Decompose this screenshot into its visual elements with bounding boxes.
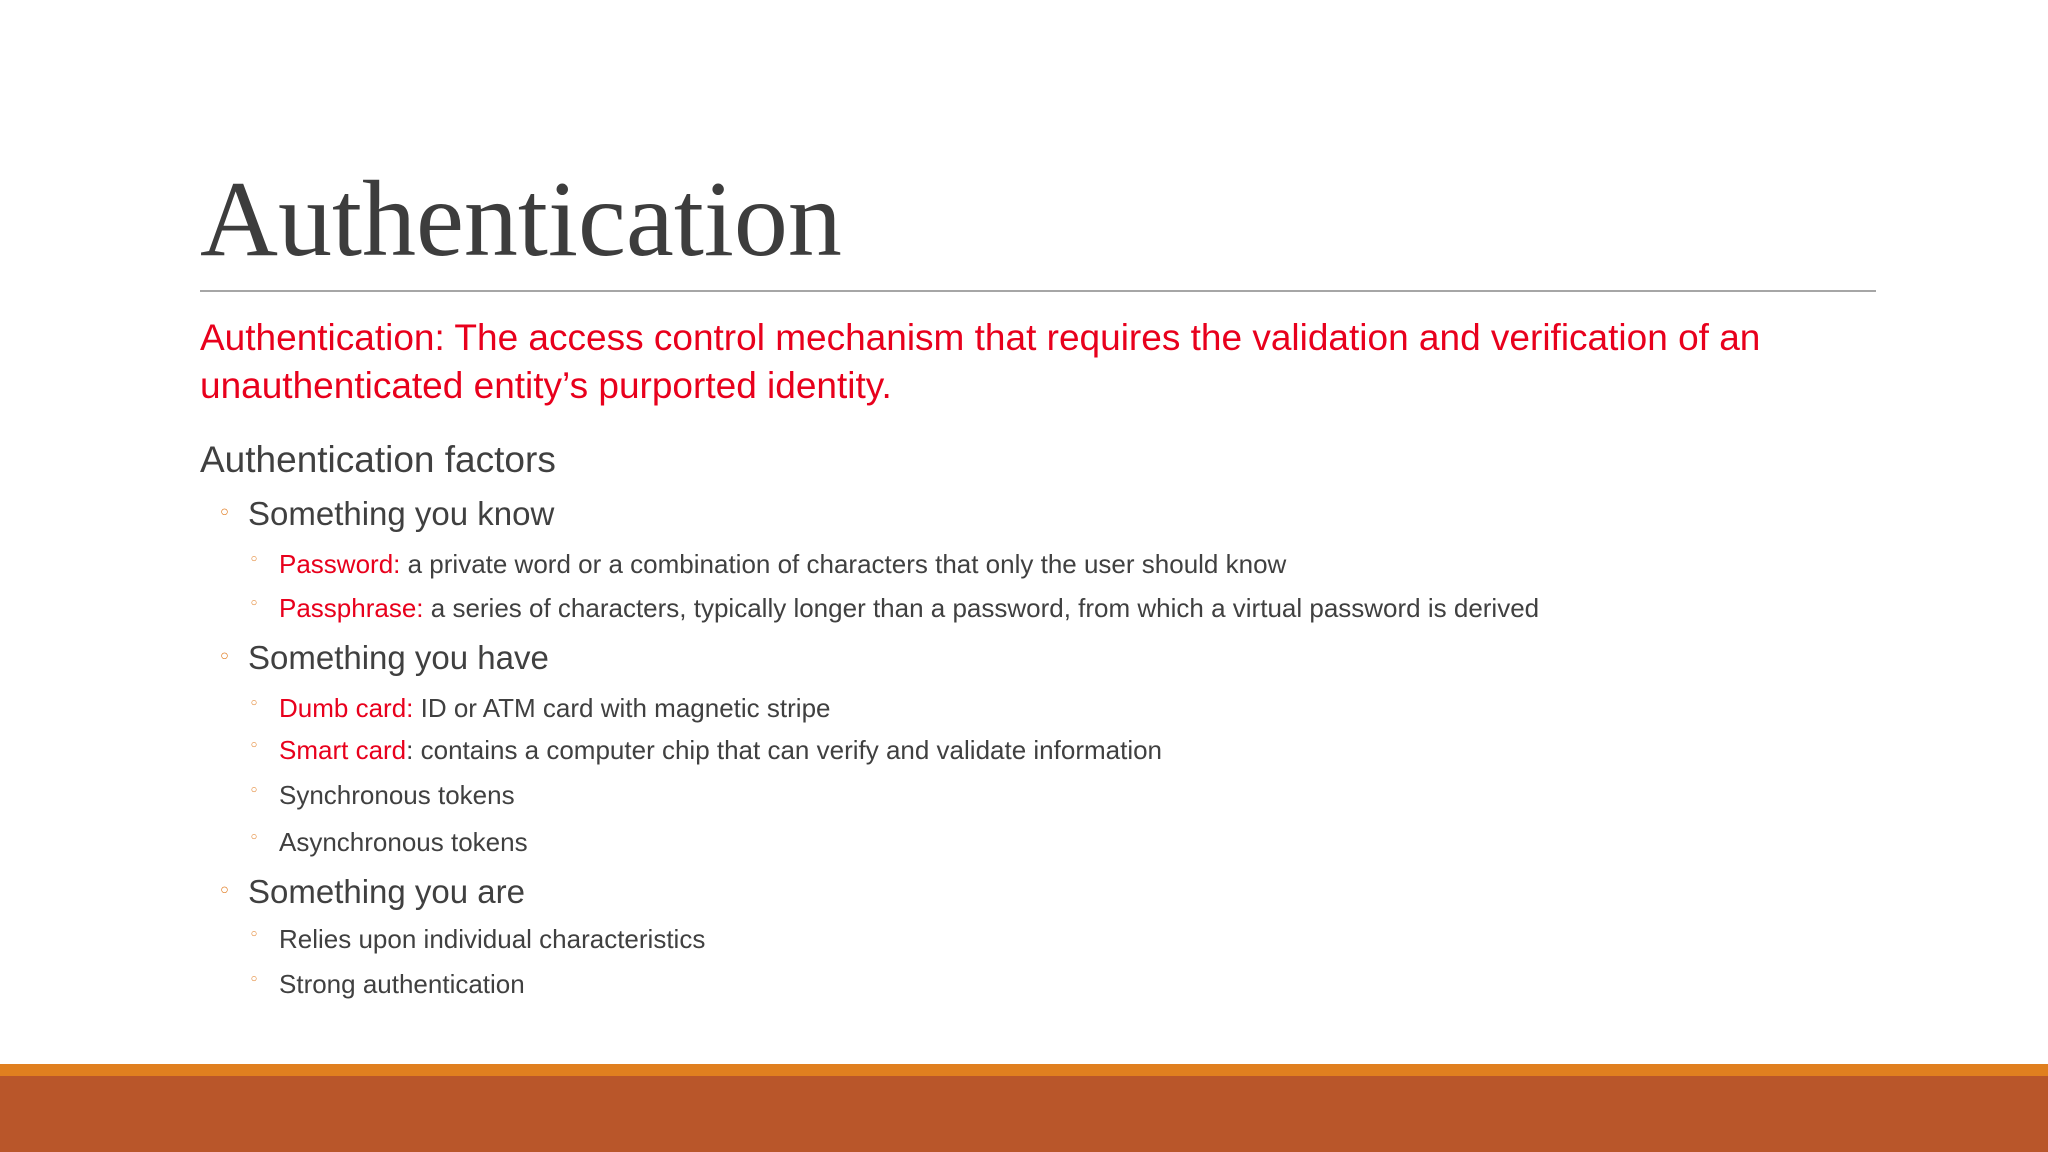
item-text: Synchronous tokens (279, 780, 515, 810)
item-text: a private word or a combination of characters that only the user should know (400, 549, 1287, 579)
list-item-individual-characteristics (249, 921, 706, 957)
group-something-you-are (218, 871, 526, 913)
footer-accent-stripe (0, 1064, 2048, 1076)
list-item-dumb-card (249, 690, 831, 726)
bullet-icon: ◦ (218, 501, 231, 526)
item-term: Password: (279, 549, 401, 579)
item-text: : contains a computer chip that can verify and validate information (406, 735, 1163, 765)
definition-text: Authentication: The access control mechanism that requires the validation and verification of an unauthenticated entity’s purported identity. (200, 317, 1761, 406)
bullet-icon: ◦ (249, 736, 260, 756)
bullet-icon: ◦ (218, 879, 231, 904)
bullet-icon: ◦ (249, 694, 260, 714)
bullet-icon: ◦ (249, 828, 260, 848)
list-item-smart-card (249, 732, 1163, 768)
list-item-password (249, 546, 1287, 582)
footer-band (0, 1076, 2048, 1152)
bullet-icon: ◦ (249, 594, 260, 614)
item-term: Passphrase: (279, 593, 424, 623)
bullet-icon: ◦ (249, 970, 260, 990)
list-item-passphrase (249, 590, 1540, 626)
item-text: Relies upon individual characteristics (279, 924, 706, 954)
group-something-you-know (218, 493, 555, 535)
title-divider (200, 290, 1876, 292)
group-something-you-have (218, 637, 549, 679)
item-text: ID or ATM card with magnetic stripe (413, 693, 831, 723)
item-text: a series of characters, typically longer than a password, from which a virtual password is derived (423, 593, 1540, 623)
list-item-strong-authentication (249, 966, 525, 1002)
factors-heading: Authentication factors (200, 439, 556, 480)
group-label: Something you are (248, 873, 526, 910)
item-term: Smart card (279, 735, 407, 765)
bullet-icon: ◦ (249, 925, 260, 945)
list-item-synchronous-tokens (249, 777, 515, 813)
item-text: Asynchronous tokens (279, 827, 528, 857)
bullet-icon: ◦ (218, 645, 231, 670)
slide-title: Authentication (200, 160, 842, 279)
group-label: Something you know (248, 495, 555, 532)
bullet-icon: ◦ (249, 781, 260, 801)
bullet-icon: ◦ (249, 550, 260, 570)
list-item-asynchronous-tokens (249, 824, 528, 860)
item-term: Dumb card: (279, 693, 414, 723)
item-text: Strong authentication (279, 969, 525, 999)
group-label: Something you have (248, 639, 549, 676)
